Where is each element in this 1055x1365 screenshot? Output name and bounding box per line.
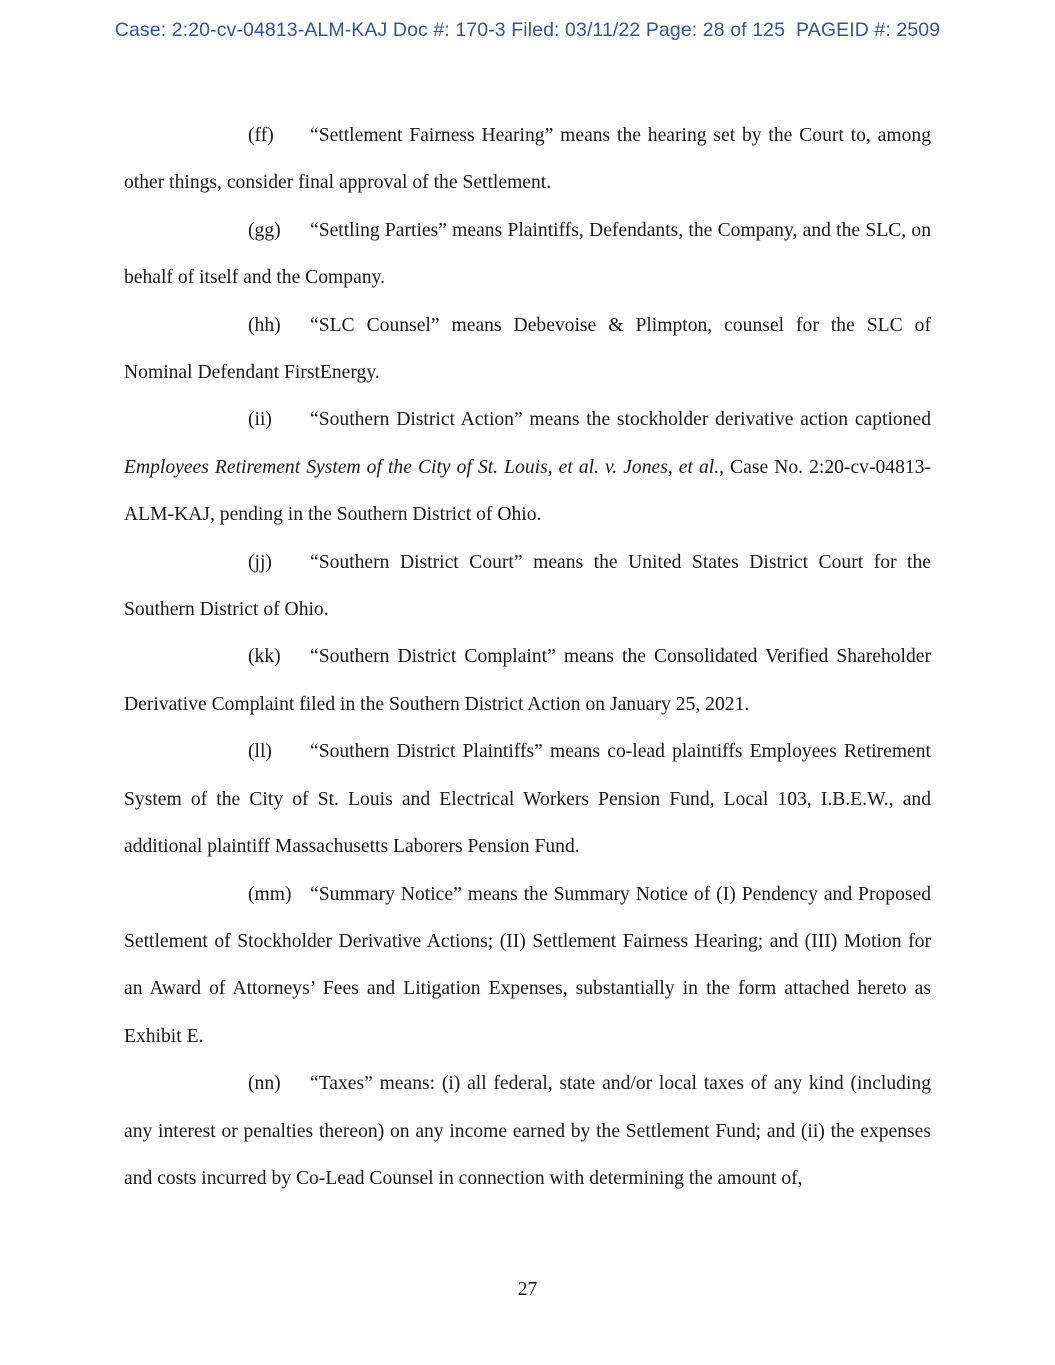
page-number: 27: [517, 1279, 538, 1300]
definition-text: “Settlement Fairness Hearing” means the hearing set by the Court to, among other things, consider final approval of the Settlement.: [124, 125, 931, 194]
definition-label: (gg): [248, 219, 281, 241]
definition-label: (hh): [248, 314, 281, 336]
definition-text: “Settling Parties” means Plaintiffs, Defendants, the Company, and the SLC, on behalf of itself and the Company.: [124, 219, 931, 289]
definition-mm: [124, 871, 931, 1061]
definition-hh: [124, 302, 931, 397]
definition-label: (ii): [248, 409, 272, 431]
case-caption: Employees Retirement System of the City of St. Louis, et al. v. Jones, et al.: [124, 456, 720, 478]
definition-label: (mm): [248, 883, 292, 905]
definition-text: “Summary Notice” means the Summary Notice of (I) Pendency and Proposed Settlement of Stockholder Derivative Actions; (II) Settlement Fairness Hearing; and (III) Motion for an Award of Attorneys’ Fees and Litigation Expenses, substantially in the form attached hereto as Exhibit E.: [124, 883, 931, 1047]
definition-ff: [124, 112, 931, 207]
definition-ll: [124, 728, 931, 870]
definition-text: “Southern District Court” means the United States District Court for the Southern District of Ohio.: [124, 551, 931, 621]
definition-nn: [124, 1060, 931, 1202]
definition-ii: [124, 396, 931, 538]
definition-label: (jj): [248, 551, 272, 573]
definition-kk: [124, 633, 931, 728]
case-header: Case: 2:20-cv-04813-ALM-KAJ Doc #: 170-3 Filed: 03/11/22 Page: 28 of 125 PAGEID #: 2509: [114, 19, 941, 41]
definition-text: “Southern District Complaint” means the Consolidated Verified Shareholder Derivative Complaint filed in the Southern District Action on January 25, 2021.: [124, 646, 931, 715]
definition-gg: [124, 207, 931, 302]
definition-label: (nn): [248, 1073, 281, 1095]
definition-label: (kk): [248, 646, 281, 668]
definition-text: “Southern District Action” means the stockholder derivative action captioned: [310, 409, 931, 431]
definition-text-continued: , Case No. 2:20-cv-04813-ALM-KAJ, pending in the Southern District of Ohio.: [124, 456, 931, 526]
definition-jj: [124, 539, 931, 634]
document-body: [124, 112, 931, 1202]
definition-label: (ff): [248, 125, 274, 146]
definition-text: “SLC Counsel” means Debevoise & Plimpton, counsel for the SLC of Nominal Defendant FirstEnergy.: [124, 314, 931, 384]
definition-label: (ll): [248, 741, 272, 763]
definition-text: “Southern District Plaintiffs” means co-lead plaintiffs Employees Retirement System of the City of St. Louis and Electrical Workers Pension Fund, Local 103, I.B.E.W., and additional plaintiff Massachusetts Laborers Pension Fund.: [124, 741, 931, 858]
definition-text: “Taxes” means: (i) all federal, state and/or local taxes of any kind (including any interest or penalties thereon) on any income earned by the Settlement Fund; and (ii) the expenses and costs incurred by Co-Lead Counsel in connection with determining the amount of,: [124, 1073, 931, 1189]
